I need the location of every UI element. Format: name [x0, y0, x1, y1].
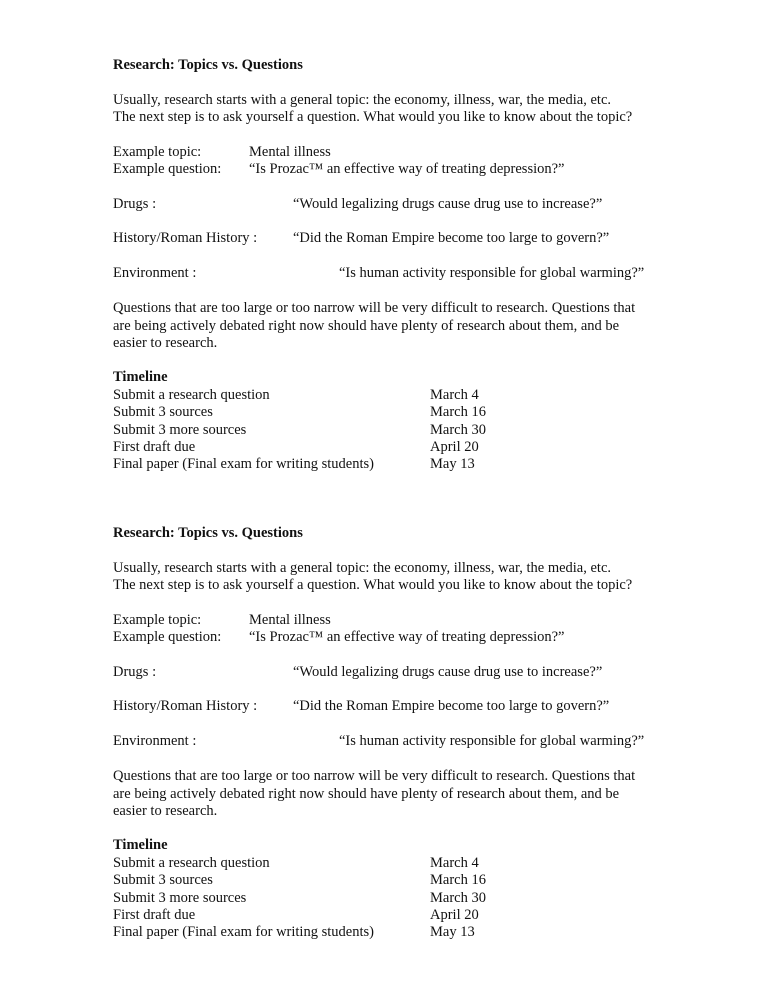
timeline-date: March 16 — [430, 872, 486, 888]
timeline-row — [113, 403, 486, 421]
timeline-task: Final paper (Final exam for writing students) — [113, 924, 374, 940]
example-question-value: “Is Prozac™ an effective way of treating depression?” — [249, 161, 565, 177]
topic-question: “Did the Roman Empire become too large to govern?” — [293, 230, 610, 246]
example-question-label: Example question: — [113, 629, 222, 645]
advice-line: easier to research. — [113, 335, 218, 351]
timeline-row — [113, 923, 475, 941]
advice-line: are being actively debated right now should have plenty of research about them, and be — [113, 318, 620, 334]
example-topic-row — [113, 611, 331, 629]
topic-row-environment — [113, 264, 645, 282]
timeline-row — [113, 386, 479, 404]
timeline-row — [113, 906, 479, 924]
example-topic-label: Example topic: — [113, 612, 202, 628]
example-topic-value: Mental illness — [249, 144, 331, 160]
example-question-label: Example question: — [113, 161, 222, 177]
example-question-row — [113, 628, 565, 646]
timeline-date: March 16 — [430, 404, 486, 420]
timeline-task: Submit a research question — [113, 855, 270, 871]
topic-row-drugs — [113, 195, 603, 213]
topic-question: “Is human activity responsible for global warming?” — [339, 733, 645, 749]
intro-line: The next step is to ask yourself a question. What would you like to know about the topic? — [113, 577, 633, 593]
intro-line: The next step is to ask yourself a question. What would you like to know about the topic? — [113, 109, 633, 125]
example-topic-value: Mental illness — [249, 612, 331, 628]
topic-question: “Would legalizing drugs cause drug use to increase?” — [293, 664, 603, 680]
timeline-task: Submit 3 more sources — [113, 422, 247, 438]
timeline-date: March 30 — [430, 422, 486, 438]
topic-label: History/Roman History : — [113, 698, 258, 714]
topic-row-drugs — [113, 663, 603, 681]
timeline-row — [113, 438, 479, 456]
timeline-task: Submit 3 sources — [113, 404, 213, 420]
timeline-task: Submit a research question — [113, 387, 270, 403]
topic-question: “Did the Roman Empire become too large to govern?” — [293, 698, 610, 714]
intro-line: Usually, research starts with a general topic: the economy, illness, war, the media, etc. — [113, 560, 612, 576]
advice-line: Questions that are too large or too narrow will be very difficult to research. Questions that — [113, 300, 636, 316]
handout-title: Research: Topics vs. Questions — [113, 525, 303, 541]
timeline-date: April 20 — [430, 907, 479, 923]
topic-label: Environment : — [113, 733, 197, 749]
timeline-row — [113, 854, 479, 872]
topic-row-history — [113, 229, 610, 247]
timeline-row — [113, 455, 475, 473]
advice-line: easier to research. — [113, 803, 218, 819]
topic-row-environment — [113, 732, 645, 750]
timeline-date: March 4 — [430, 855, 479, 871]
intro-line: Usually, research starts with a general topic: the economy, illness, war, the media, etc. — [113, 92, 612, 108]
topic-label: Environment : — [113, 265, 197, 281]
advice-line: Questions that are too large or too narrow will be very difficult to research. Questions that — [113, 768, 636, 784]
advice-line: are being actively debated right now should have plenty of research about them, and be — [113, 786, 620, 802]
topic-label: Drugs : — [113, 664, 157, 680]
topic-question: “Is human activity responsible for global warming?” — [339, 265, 645, 281]
timeline-date: April 20 — [430, 439, 479, 455]
timeline-task: Final paper (Final exam for writing students) — [113, 456, 374, 472]
timeline-row — [113, 889, 486, 907]
example-topic-label: Example topic: — [113, 144, 202, 160]
timeline-heading: Timeline — [113, 837, 168, 853]
timeline-heading: Timeline — [113, 369, 168, 385]
topic-label: Drugs : — [113, 196, 157, 212]
timeline-task: First draft due — [113, 439, 196, 455]
timeline-row — [113, 421, 486, 439]
example-question-row — [113, 160, 565, 178]
timeline-date: March 4 — [430, 387, 479, 403]
timeline-date: March 30 — [430, 890, 486, 906]
example-topic-row — [113, 143, 331, 161]
timeline-row — [113, 871, 486, 889]
topic-question: “Would legalizing drugs cause drug use to increase?” — [293, 196, 603, 212]
timeline-task: Submit 3 sources — [113, 872, 213, 888]
timeline-date: May 13 — [430, 924, 475, 940]
topic-row-history — [113, 697, 610, 715]
topic-label: History/Roman History : — [113, 230, 258, 246]
example-question-value: “Is Prozac™ an effective way of treating depression?” — [249, 629, 565, 645]
timeline-task: Submit 3 more sources — [113, 890, 247, 906]
handout-title: Research: Topics vs. Questions — [113, 57, 303, 73]
timeline-date: May 13 — [430, 456, 475, 472]
timeline-task: First draft due — [113, 907, 196, 923]
